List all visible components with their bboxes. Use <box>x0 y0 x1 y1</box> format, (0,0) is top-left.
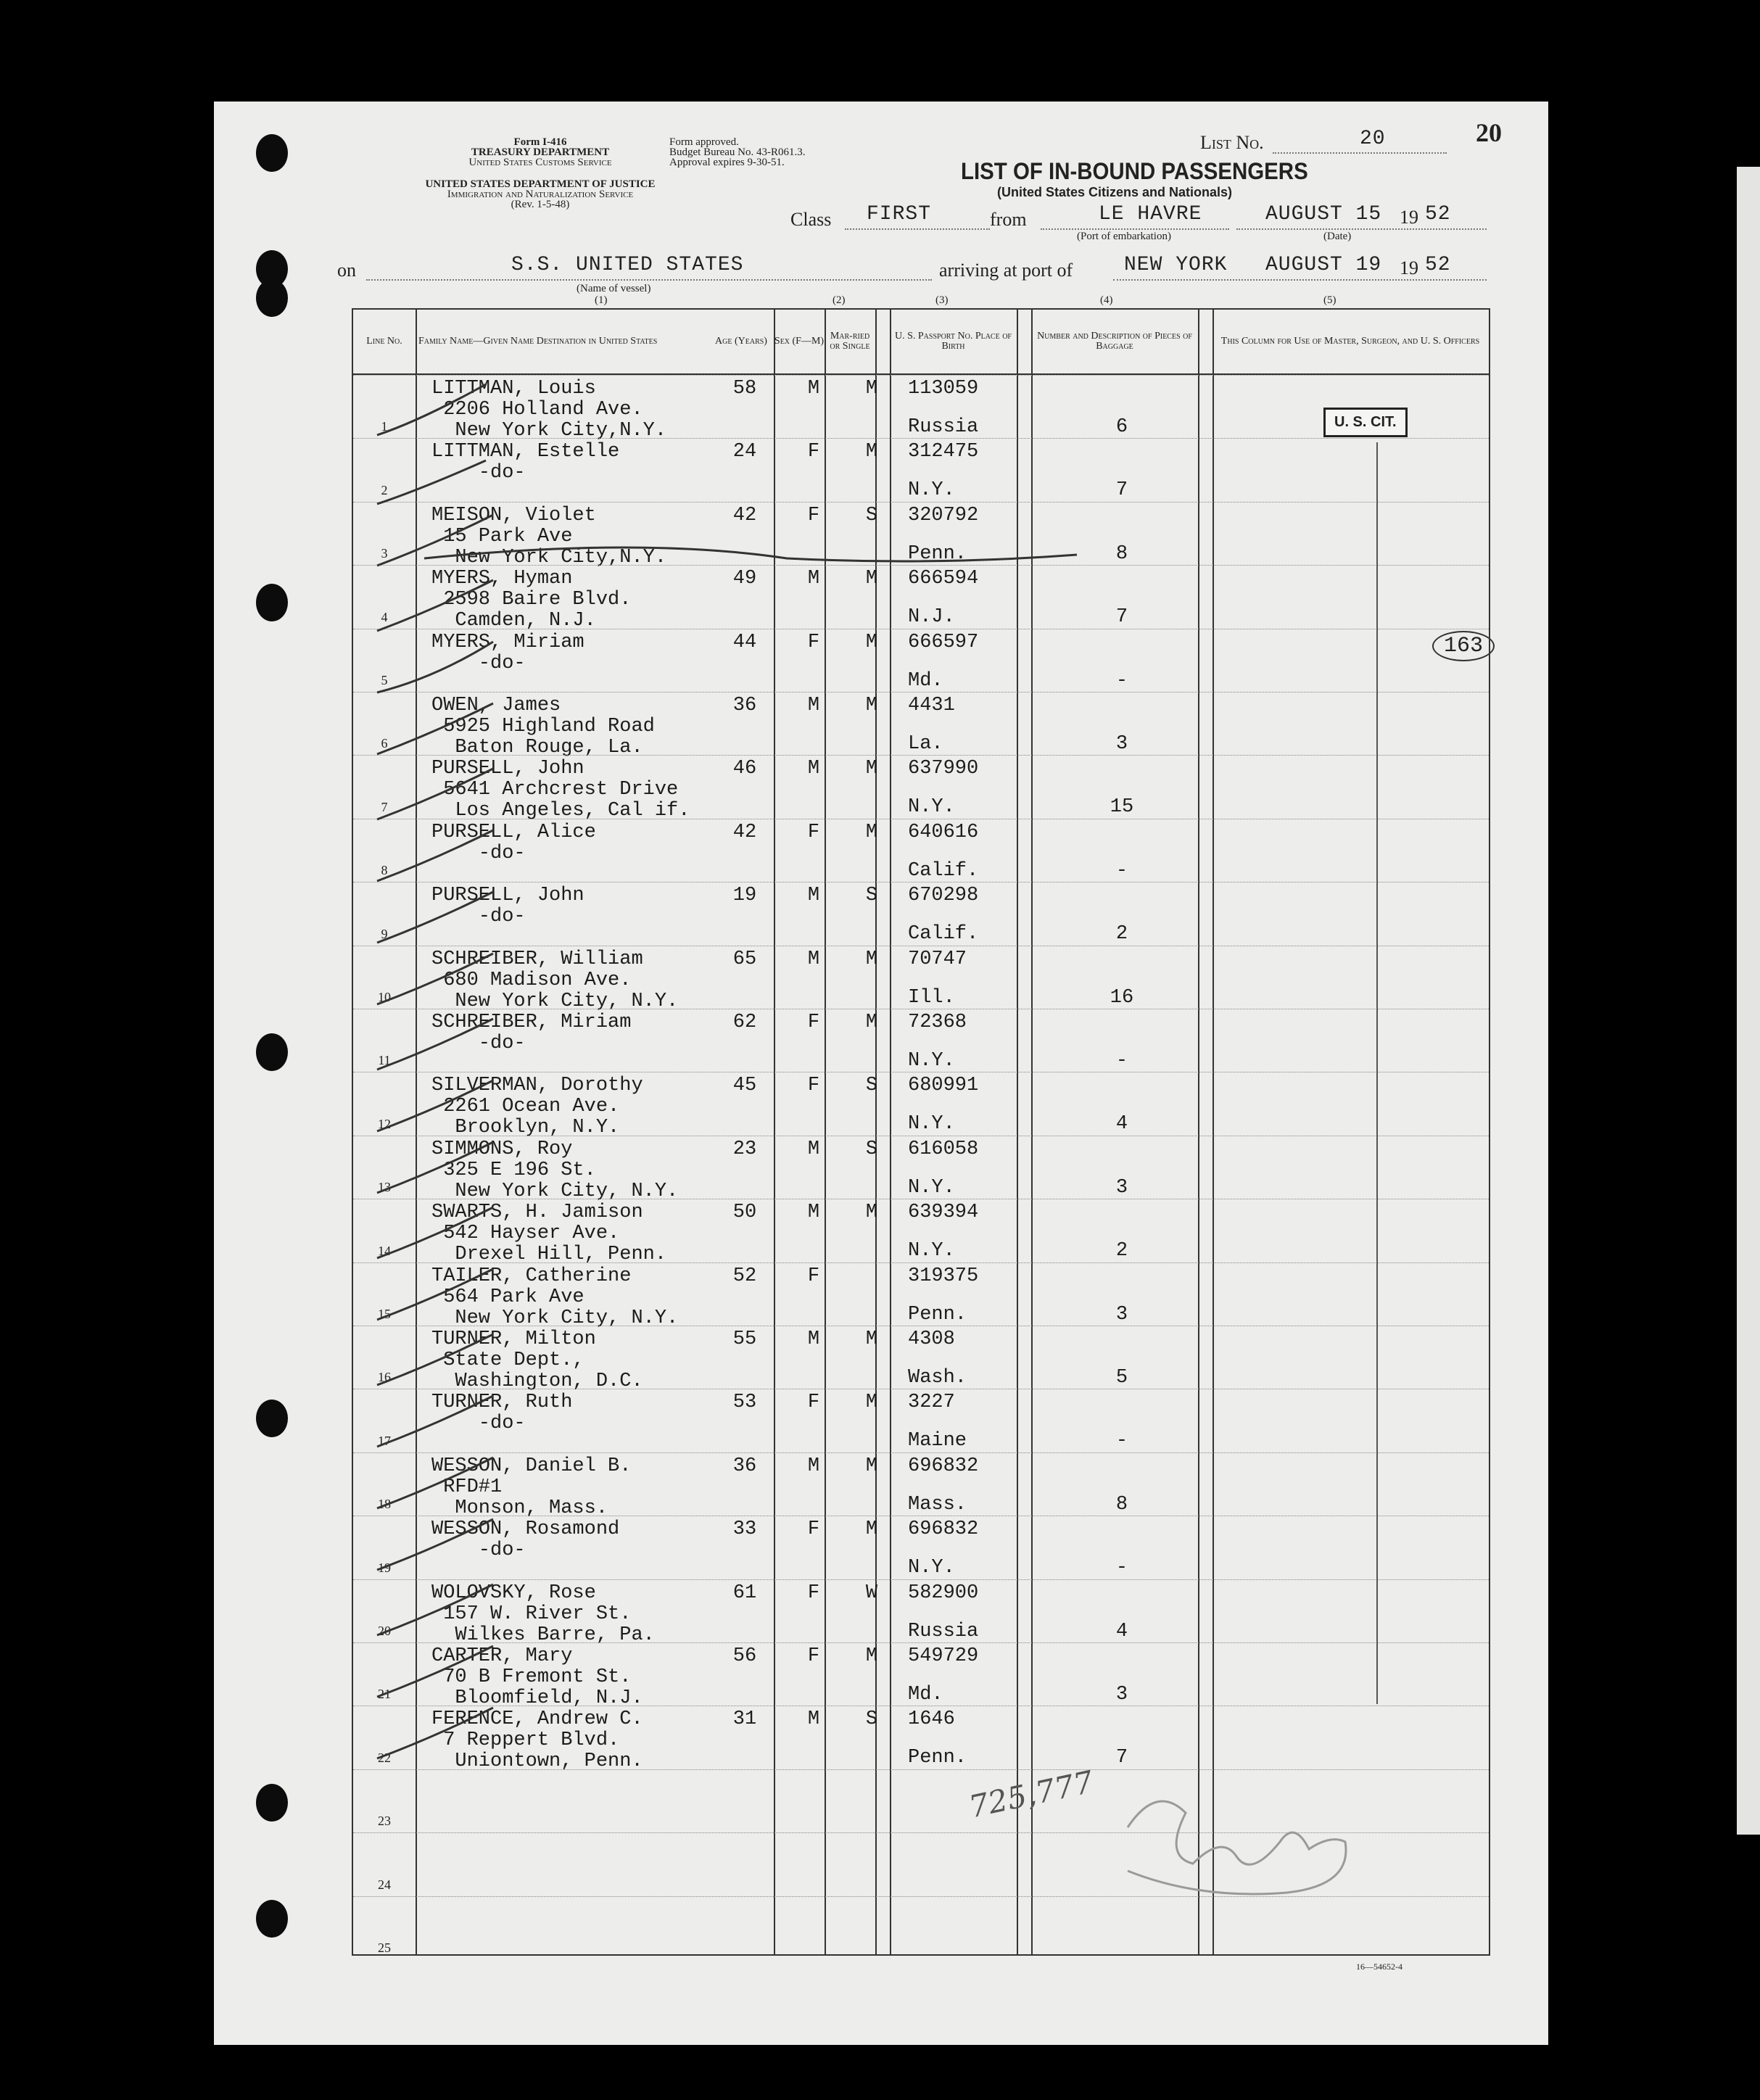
marital-status: M <box>865 948 878 970</box>
passenger-age: 53 <box>732 1392 757 1414</box>
baggage-count: - <box>1115 1430 1128 1452</box>
passenger-age: 52 <box>732 1265 757 1287</box>
arriving-label: arriving at port of <box>939 260 1073 281</box>
passenger-name: MYERS, Miriam -do- <box>431 631 584 674</box>
passenger-age: 42 <box>732 821 757 843</box>
marital-status: M <box>865 1328 878 1350</box>
col-header-passport: U. S. Passport No. Place of Birth <box>895 331 1012 352</box>
line-number: 18 <box>378 1497 391 1512</box>
passenger-sex: M <box>807 948 820 970</box>
place-of-birth: N.Y. <box>908 1240 955 1262</box>
passenger-sex: M <box>807 1202 820 1224</box>
from-port: LE HAVRE <box>1099 203 1202 226</box>
baggage-count: 4 <box>1115 1113 1128 1136</box>
passenger-age: 49 <box>732 568 757 590</box>
vessel-col-num: (1) <box>595 294 608 306</box>
baggage-count: 3 <box>1115 1303 1128 1326</box>
line-number: 22 <box>378 1750 391 1765</box>
passport-number: 670298 <box>908 885 979 907</box>
class-value: FIRST <box>867 203 932 226</box>
line-number: 14 <box>378 1243 391 1258</box>
handwritten-total: 725,777 <box>965 1764 1096 1825</box>
passenger-name: FERENCE, Andrew C. 7 Reppert Blvd. Uniontown, Penn. <box>431 1708 643 1773</box>
place-of-birth: N.Y. <box>908 1557 955 1579</box>
line-number: 8 <box>381 863 388 878</box>
passport-number: 4431 <box>908 695 955 716</box>
col-header-name: Family Name—Given Name Destination in United States <box>418 336 658 347</box>
circled-number: 163 <box>1432 631 1495 661</box>
passenger-age: 36 <box>732 1455 757 1477</box>
page-number: 20 <box>1476 118 1502 147</box>
passenger-age: 31 <box>732 1708 757 1731</box>
baggage-count: - <box>1115 1050 1128 1072</box>
line-number: 2 <box>381 482 388 497</box>
approval-3: Approval expires 9-30-51. <box>669 157 785 168</box>
passport-number: 582900 <box>908 1582 979 1604</box>
passenger-age: 44 <box>732 631 757 653</box>
passport-number: 616058 <box>908 1138 979 1160</box>
place-of-birth: Maine <box>908 1430 967 1452</box>
year-prefix-arrival: 19 <box>1400 257 1418 278</box>
col-num-5: (5) <box>1323 294 1336 306</box>
line-number: 16 <box>378 1370 391 1385</box>
marital-status: S <box>865 1708 878 1731</box>
marital-status: S <box>865 1075 878 1097</box>
baggage-count: 2 <box>1115 923 1128 946</box>
baggage-count: - <box>1115 859 1128 882</box>
marital-status: M <box>865 1012 878 1033</box>
line-number: 9 <box>381 926 388 941</box>
passenger-sex: M <box>807 885 820 907</box>
adjacent-page-edge <box>1737 167 1760 1835</box>
place-of-birth: Calif. <box>908 859 979 882</box>
marital-status: M <box>865 758 878 780</box>
place-of-birth: Russia <box>908 1620 979 1642</box>
passenger-age: 58 <box>732 378 757 400</box>
line-number: 10 <box>378 989 391 1004</box>
passenger-sex: M <box>807 695 820 716</box>
place-of-birth: La. <box>908 733 943 755</box>
line-number: 20 <box>378 1623 391 1638</box>
embark-date: AUGUST 15 <box>1265 203 1382 226</box>
passport-number: 666594 <box>908 568 979 590</box>
passenger-sex: F <box>807 1265 820 1287</box>
passport-number: 4308 <box>908 1328 955 1350</box>
marital-status: M <box>865 1202 878 1224</box>
passenger-age: 24 <box>732 441 757 463</box>
line-number: 11 <box>378 1053 391 1068</box>
marital-status: M <box>865 821 878 843</box>
baggage-count: 5 <box>1115 1367 1128 1389</box>
passenger-name: SCHREIBER, William 680 Madison Ave. New York City, N.Y. <box>431 948 679 1012</box>
col-header-officers: This Column for Use of Master, Surgeon, and U. S. Officers <box>1220 336 1480 347</box>
place-of-birth: N.Y. <box>908 796 955 819</box>
page-subtitle: (United States Citizens and Nationals) <box>997 185 1233 199</box>
passenger-sex: F <box>807 821 820 843</box>
passenger-age: 19 <box>732 885 757 907</box>
passenger-sex: F <box>807 1582 820 1604</box>
passenger-name: OWEN, James 5925 Highland Road Baton Rouge, La. <box>431 695 655 758</box>
passport-number: 680991 <box>908 1075 979 1097</box>
place-of-birth: Wash. <box>908 1367 967 1389</box>
passenger-sex: F <box>807 631 820 653</box>
line-number: 5 <box>381 672 388 687</box>
list-number: 20 <box>1360 128 1386 150</box>
col-header-baggage: Number and Description of Pieces of Baggage <box>1037 331 1192 352</box>
line-number: 23 <box>378 1814 391 1829</box>
baggage-count: - <box>1115 669 1128 692</box>
passenger-name: SIMMONS, Roy 325 E 196 St. New York City, N.Y. <box>431 1138 679 1202</box>
baggage-count: 6 <box>1115 416 1128 438</box>
passenger-name: PURSELL, John 5641 Archcrest Drive Los Angeles, Cal if. <box>431 758 690 822</box>
revision: (Rev. 1-5-48) <box>511 199 570 210</box>
vessel-caption: (Name of vessel) <box>577 283 651 294</box>
passport-number: 319375 <box>908 1265 979 1287</box>
line-number: 4 <box>381 609 388 624</box>
baggage-count: 8 <box>1115 1493 1128 1516</box>
passenger-name: TURNER, Ruth -do- <box>431 1392 573 1435</box>
us-citizen-stamp: U. S. CIT. <box>1323 408 1408 437</box>
marital-status: M <box>865 568 878 590</box>
passenger-age: 50 <box>732 1202 757 1224</box>
place-of-birth: N.J. <box>908 606 955 629</box>
customs-service: United States Customs Service <box>468 157 612 168</box>
passenger-age: 42 <box>732 504 757 526</box>
passenger-name: SILVERMAN, Dorothy 2261 Ocean Ave. Brooklyn, N.Y. <box>431 1075 643 1139</box>
line-number: 12 <box>378 1116 391 1131</box>
passport-number: 639394 <box>908 1202 979 1224</box>
passenger-name: LITTMAN, Estelle -do- <box>431 441 620 484</box>
arrival-date: AUGUST 19 <box>1265 254 1382 276</box>
passenger-sex: F <box>807 1392 820 1414</box>
marital-status: M <box>865 1392 878 1414</box>
place-of-birth: Russia <box>908 416 979 438</box>
line-number: 6 <box>381 736 388 751</box>
on-label: on <box>337 260 356 281</box>
passenger-age: 61 <box>732 1582 757 1604</box>
year-prefix: 19 <box>1400 207 1418 228</box>
passenger-sex: F <box>807 1075 820 1097</box>
passenger-sex: M <box>807 1708 820 1731</box>
col-num-4: (4) <box>1100 294 1113 306</box>
vessel-name: S.S. UNITED STATES <box>511 254 744 276</box>
passenger-age: 56 <box>732 1645 757 1667</box>
line-number: 7 <box>381 799 388 814</box>
passenger-name: MYERS, Hyman 2598 Baire Blvd. Camden, N.J. <box>431 568 632 632</box>
treasury-dept: TREASURY DEPARTMENT <box>471 146 610 158</box>
passport-number: 1646 <box>908 1708 955 1731</box>
col-header-sex: Sex (F—M) <box>774 336 825 347</box>
arrival-port: NEW YORK <box>1124 254 1228 276</box>
line-number: 1 <box>381 419 388 434</box>
baggage-count: 3 <box>1115 1176 1128 1199</box>
baggage-count: 7 <box>1115 479 1128 502</box>
place-of-birth: Penn. <box>908 1747 967 1769</box>
baggage-count: 16 <box>1110 986 1134 1009</box>
baggage-count: 4 <box>1115 1620 1128 1642</box>
line-number: 24 <box>378 1877 391 1892</box>
passport-number: 3227 <box>908 1392 955 1414</box>
line-number: 17 <box>378 1433 391 1448</box>
passenger-name: LITTMAN, Louis 2206 Holland Ave. New York City,N.Y. <box>431 378 667 442</box>
passenger-sex: M <box>807 758 820 780</box>
line-number: 13 <box>378 1180 391 1195</box>
passport-number: 549729 <box>908 1645 979 1667</box>
passenger-sex: M <box>807 1138 820 1160</box>
passenger-sex: F <box>807 1518 820 1541</box>
line-number: 3 <box>381 546 388 561</box>
marital-status: M <box>865 1455 878 1477</box>
place-of-birth: N.Y. <box>908 1176 955 1199</box>
justice-dept: UNITED STATES DEPARTMENT OF JUSTICE <box>425 178 656 190</box>
passenger-name: WESSON, Rosamond -do- <box>431 1518 620 1562</box>
passport-number: 666597 <box>908 631 979 653</box>
baggage-count: 7 <box>1115 1747 1128 1769</box>
passport-number: 113059 <box>908 378 979 400</box>
line-number: 15 <box>378 1306 391 1321</box>
place-of-birth: Md. <box>908 1684 943 1706</box>
col-header-line: Line No. <box>366 336 402 347</box>
passenger-age: 36 <box>732 695 757 716</box>
manifest-sheet <box>214 102 1548 2045</box>
class-label: Class <box>790 209 832 230</box>
port-caption: (Port of embarkation) <box>1077 231 1171 242</box>
passenger-age: 62 <box>732 1012 757 1033</box>
passenger-name: SWARTS, H. Jamison 542 Hayser Ave. Drexel Hill, Penn. <box>431 1202 667 1266</box>
passenger-sex: M <box>807 378 820 400</box>
passenger-sex: M <box>807 568 820 590</box>
passenger-name: SCHREIBER, Miriam -do- <box>431 1012 632 1054</box>
approval-1: Form approved. <box>669 136 739 148</box>
passenger-age: 46 <box>732 758 757 780</box>
passenger-name: CARTER, Mary 70 B Fremont St. Bloomfield, N.J. <box>431 1645 643 1709</box>
passport-number: 72368 <box>908 1012 967 1033</box>
marital-status: M <box>865 378 878 400</box>
passport-number: 696832 <box>908 1518 979 1541</box>
baggage-count: 3 <box>1115 733 1128 755</box>
marital-status: W <box>865 1582 878 1604</box>
passport-number: 696832 <box>908 1455 979 1477</box>
col-header-age: Age (Years) <box>715 336 767 347</box>
baggage-count: 7 <box>1115 606 1128 629</box>
marital-status: M <box>865 1518 878 1541</box>
place-of-birth: Md. <box>908 669 943 692</box>
passenger-sex: F <box>807 1012 820 1033</box>
passenger-sex: M <box>807 1455 820 1477</box>
passport-number: 70747 <box>908 948 967 970</box>
passenger-name: WOLOVSKY, Rose 157 W. River St. Wilkes Barre, Pa. <box>431 1582 655 1646</box>
passenger-age: 33 <box>732 1518 757 1541</box>
list-no-label: List No. <box>1200 132 1264 153</box>
passport-number: 640616 <box>908 821 979 843</box>
marital-status: S <box>865 885 878 907</box>
place-of-birth: Penn. <box>908 542 967 565</box>
line-number: 19 <box>378 1560 391 1575</box>
col-num-3: (3) <box>935 294 949 306</box>
from-label: from <box>990 209 1027 230</box>
line-number: 21 <box>378 1687 391 1702</box>
date-caption: (Date) <box>1323 231 1352 242</box>
passenger-age: 45 <box>732 1075 757 1097</box>
passport-number: 637990 <box>908 758 979 780</box>
passport-number: 312475 <box>908 441 979 463</box>
place-of-birth: N.Y. <box>908 479 955 502</box>
line-number: 25 <box>378 1940 391 1955</box>
marital-status: S <box>865 504 878 526</box>
immigration-service: Immigration and Naturalization Service <box>447 189 634 200</box>
baggage-count: 15 <box>1110 796 1134 819</box>
place-of-birth: Ill. <box>908 986 955 1009</box>
passenger-name: TAILER, Catherine 564 Park Ave New York City, N.Y. <box>431 1265 679 1329</box>
place-of-birth: N.Y. <box>908 1050 955 1072</box>
marital-status: M <box>865 1645 878 1667</box>
baggage-count: - <box>1115 1557 1128 1579</box>
passenger-name: PURSELL, Alice -do- <box>431 821 596 864</box>
handwritten-marks <box>214 102 1548 2045</box>
footer-code: 16—54652-4 <box>1356 1961 1402 1972</box>
place-of-birth: Mass. <box>908 1493 967 1516</box>
place-of-birth: N.Y. <box>908 1113 955 1136</box>
passenger-sex: M <box>807 1328 820 1350</box>
passenger-sex: F <box>807 441 820 463</box>
place-of-birth: Calif. <box>908 923 979 946</box>
page-title: LIST OF IN-BOUND PASSENGERS <box>961 158 1308 184</box>
signature-mark <box>1128 1801 1346 1894</box>
marital-status: M <box>865 441 878 463</box>
col-header-married: Mar-ried or Single <box>830 331 870 352</box>
marital-status: S <box>865 1138 878 1160</box>
baggage-count: 2 <box>1115 1240 1128 1262</box>
form-number: Form I-416 <box>513 136 567 148</box>
col-num-2: (2) <box>833 294 846 306</box>
passenger-age: 55 <box>732 1328 757 1350</box>
place-of-birth: Penn. <box>908 1303 967 1326</box>
passenger-age: 65 <box>732 948 757 970</box>
marital-status: M <box>865 631 878 653</box>
embark-year: 52 <box>1425 203 1451 226</box>
baggage-count: 8 <box>1115 542 1128 565</box>
passenger-sex: F <box>807 504 820 526</box>
marital-status: M <box>865 695 878 716</box>
passport-number: 320792 <box>908 504 979 526</box>
passenger-name: PURSELL, John -do- <box>431 885 584 928</box>
arrival-year: 52 <box>1425 254 1451 276</box>
passenger-name: WESSON, Daniel B. RFD#1 Monson, Mass. <box>431 1455 632 1519</box>
approval-2: Budget Bureau No. 43-R061.3. <box>669 146 806 158</box>
passenger-age: 23 <box>732 1138 757 1160</box>
baggage-count: 3 <box>1115 1684 1128 1706</box>
passenger-sex: F <box>807 1645 820 1667</box>
passenger-name: TURNER, Milton State Dept., Washington, D.C. <box>431 1328 643 1392</box>
passenger-name: MEISON, Violet 15 Park Ave New York City,N.Y. <box>431 504 667 569</box>
